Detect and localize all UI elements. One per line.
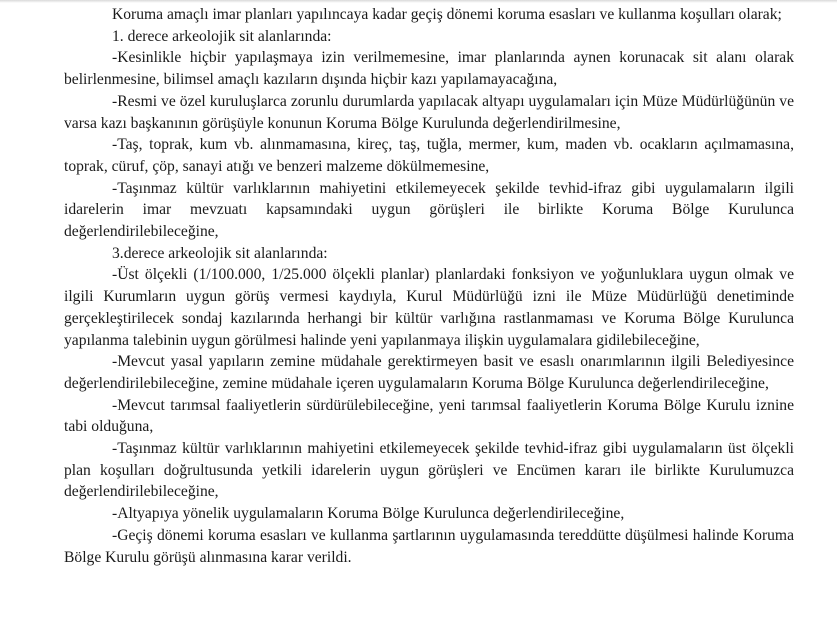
clause-paragraph: -Mevcut tarımsal faaliyetlerin sürdürülebileceğine, yeni tarımsal faaliyetlerin Koruma Bölge Kurulu iznine tabi olduğuna, (64, 396, 794, 436)
clause-paragraph: -Altyapıya yönelik uygulamaların Koruma Bölge Kurulunca değerlendirileceğine, (112, 505, 625, 523)
section-heading-third-degree: 3.derece arkeolojik sit alanlarında: (112, 244, 328, 262)
section-heading-first-degree: 1. derece arkeolojik sit alanlarında: (112, 27, 332, 45)
clause-paragraph: -Resmi ve özel kuruluşlarca zorunlu durumlarda yapılacak altyapı uygulamaları için Müze Müdürlüğünün ve varsa kazı başkanının görüşüyle konunun Koruma Bölge Kurulunda değerlendirilmesine, (64, 92, 794, 132)
closing-paragraph: -Geçiş dönemi koruma esasları ve kullanma şartlarının uygulamasında tereddütte düşülmesi halinde Koruma Bölge Kurulu görüşü alınmasına karar verildi. (64, 526, 794, 566)
intro-paragraph: Koruma amaçlı imar planları yapılıncaya kadar geçiş dönemi koruma esasları ve kullanma koşulları olarak; (112, 6, 782, 23)
page-top-edge (0, 0, 837, 3)
clause-paragraph: -Kesinlikle hiçbir yapılaşmaya izin verilmemesine, imar planlarında aynen korunacak sit alanı olarak belirlenmesine, bilimsel amaçlı kazıların dışında hiçbir kazı yapılamayacağına, (64, 49, 794, 89)
document-body (64, 4, 794, 568)
clause-paragraph: -Taş, toprak, kum vb. alınmamasına, kireç, taş, tuğla, mermer, kum, maden vb. ocakların açılmamasına, toprak, cüruf, çöp, sanayi atığı ve benzeri malzeme dökülmemesine, (64, 136, 794, 175)
clause-paragraph: -Taşınmaz kültür varlıklarının mahiyetini etkilemeyecek şekilde tevhid-ifraz gibi uygulamaların ilgili idarelerin imar mevzuatı kapsamındaki uygun görüşleri ile birlikte Koruma Bölge Kurulunca değerlendirilebileceğine, (64, 179, 794, 241)
clause-paragraph: -Taşınmaz kültür varlıklarının mahiyetini etkilemeyecek şekilde tevhid-ifraz gibi uygulamaların üst ölçekli plan koşulları doğrultusunda yetkili idarelerin uygun görüşleri ve Encümen kararı ile birlikte Kurulumuzca değerlendirilebileceğine, (64, 440, 794, 501)
clause-paragraph: -Mevcut yasal yapıların zemine müdahale gerektirmeyen basit ve esaslı onarımlarının ilgili Belediyesince değerlendirilebileceğine, zemine müdahale içeren uygulamaların Koruma Bölge Kurulunca değerlendirileceğine, (64, 353, 794, 392)
clause-paragraph: -Üst ölçekli (1/100.000, 1/25.000 ölçekli planlar) planlardaki fonksiyon ve yoğunluklara uygun olmak ve ilgili Kurumların uygun görüş vermesi kaydıyla, Kurul Müdürlüğü izni ile Müze Müdürlüğü denetiminde gerçekleştirilecek sondaj kazılarında herhangi bir kültür varlığına rastlanmaması ve Koruma Bölge Kurulunca yapılanma talebinin uygun görülmesi halinde yeni yapılanmaya ilişkin uygulamalara gidilebileceğine, (64, 266, 794, 349)
